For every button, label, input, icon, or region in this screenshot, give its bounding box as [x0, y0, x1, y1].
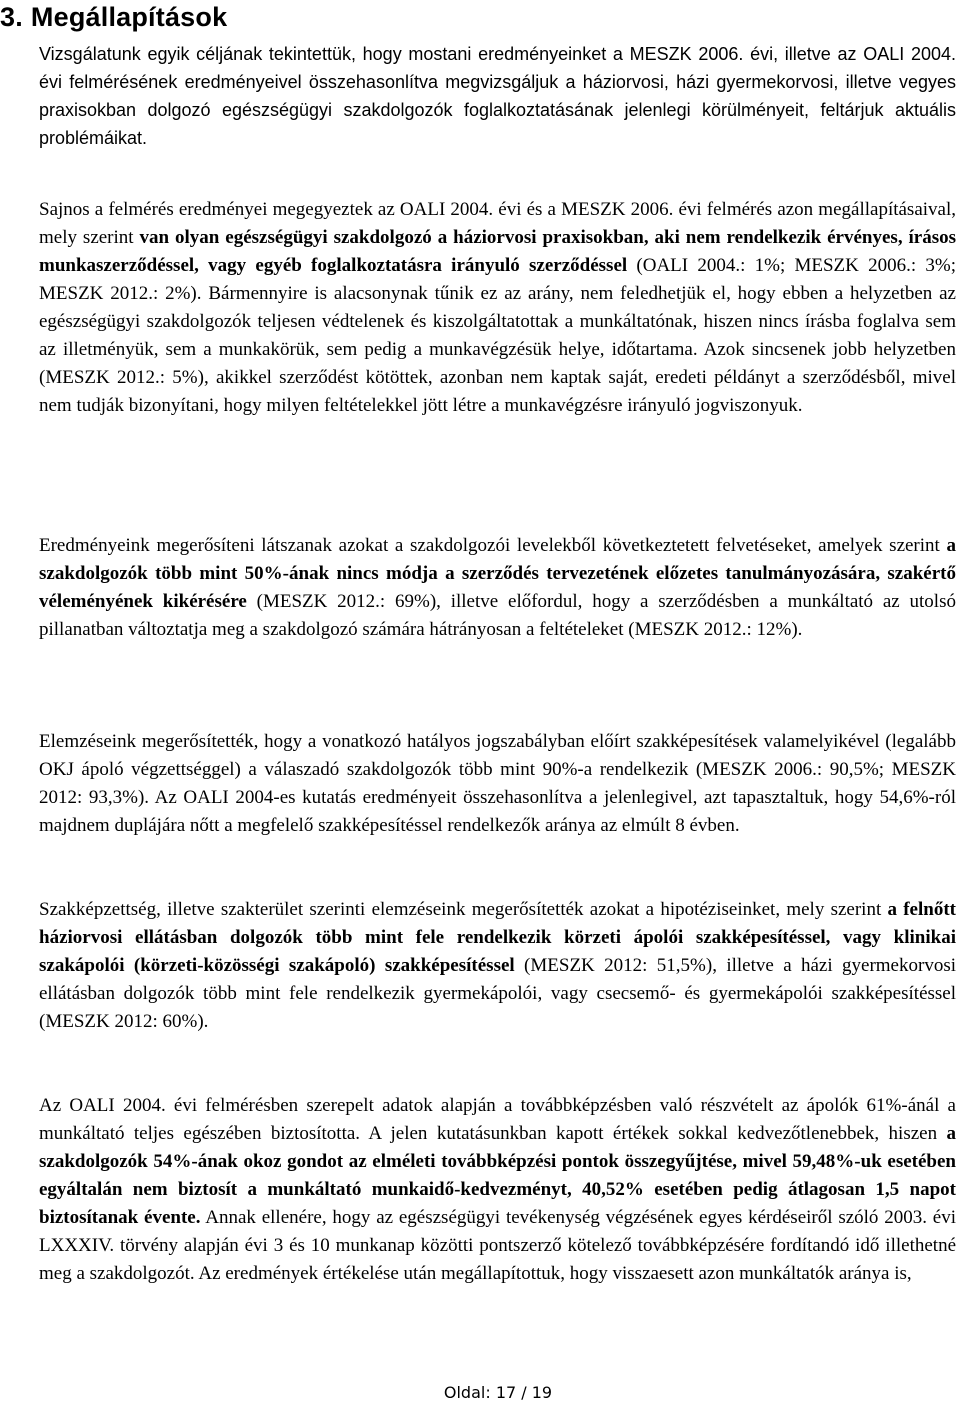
text-segment-bold: a szakdolgozók 54%-ának okoz gondot az elméleti továbbképzési pontok összegyűjtése, mivel 59,48%-uk esetében egyáltalán nem biztosít a munkáltató munkaidő-kedvezményt, 40,52% esetében pedig átlagosan 1,5 napot biztosítanak évente.: [39, 1123, 956, 1228]
text-segment: (OALI 2004.: 1%; MESZK 2006.: 3%; MESZK 2012.: 2%). Bármennyire is alacsonynak tűnik ez az arány, nem feledhetjük el, hogy ebben a helyzetben az egészségügyi szakdolgozók teljesen védtelenek és kiszolgáltatottak a munkáltatónak, hiszen nincs írásba foglalva sem az illetményük, sem a munkakörük, sem pedig a munkavégzésük helye, időtartama. Azok sincsenek jobb helyzetben (MESZK 2012.: 5%), akikkel szerződést kötöttek, azonban nem kaptak saját, eredeti példányt a szerződésből, mivel nem tudják bizonyítani, hogy milyen feltételekkel jött létre a munkavégzésre irányuló jogviszonyuk.: [39, 255, 956, 416]
paragraph-4: [39, 728, 956, 840]
text-segment-bold: a felnőtt háziorvosi ellátásban dolgozók több mint fele rendelkezik körzeti ápolói szakképesítéssel, vagy klinikai szakápolói (körzeti-közösségi szakápoló) szakképesítéssel: [39, 899, 956, 976]
text-segment: Vizsgálatunk egyik céljának tekintettük, hogy mostani eredményeinket a MESZK 2006. évi, illetve az OALI 2004. évi felmérésének eredményeivel összehasonlítva megvizsgáljuk a háziorvosi, házi gyermekorvosi, illetve vegyes praxisokban dolgozó egészségügyi szakdolgozók foglalkoztatásának jelenlegi körülményeit, feltárjuk aktuális problémáikat.: [39, 44, 956, 148]
paragraph-2: [39, 196, 956, 420]
paragraph-1: [39, 40, 956, 152]
section-number: 3.: [0, 2, 23, 32]
paragraph-3: [39, 532, 956, 644]
text-segment: Annak ellenére, hogy az egészségügyi tevékenység végzésének egyes kérdéseiről szóló 2003. évi LXXXIV. törvény alapján évi 3 és 10 munkanap közötti pontszerző kötelező továbbképzésére fordítandó idő illethetné meg a szakdolgozót. Az eredmények értékelése után megállapítottuk, hogy visszaesett azon munkáltatók aránya is,: [39, 1207, 957, 1284]
section-title: Megállapítások: [30, 2, 228, 32]
text-segment: Sajnos a felmérés eredményei megegyeztek az OALI 2004. évi és a MESZK 2006. évi felmérés azon megállapításaival, mely szerint: [39, 199, 956, 248]
footer-total-pages: 19: [531, 1383, 553, 1402]
paragraph-6: [39, 1092, 956, 1288]
page-number-footer: [0, 1383, 960, 1403]
text-segment: (MESZK 2012.: 69%), illetve előfordul, hogy a szerződésben a munkáltató az utolsó pillanatban változtatja meg a szakdolgozó számára hátrányosan a feltételeket (MESZK 2012.: 12%).: [39, 591, 956, 640]
text-segment-bold: van olyan egészségügyi szakdolgozó a háziorvosi praxisokban, aki nem rendelkezik érvényes, írásos munkaszerződéssel, vagy egyéb foglalkoztatásra irányuló szerződéssel: [39, 227, 956, 276]
footer-label: Oldal:: [443, 1383, 491, 1402]
text-segment: Elemzéseink megerősítették, hogy a vonatkozó hatályos jogszabályban előírt szakképesítések valamelyikével (legalább OKJ ápoló végzettséggel) a válaszadó szakdolgozók több mint 90%-a rendelkezik (MESZK 2006.: 90,5%; MESZK 2012: 93,3%). Az OALI 2004-es kutatás eredményeit összehasonlítva a jelenlegivel, azt tapasztaltuk, hogy 54,6%-ról majdnem duplájára nőtt a megfelelő szakképesítéssel rendelkezők aránya az elmúlt 8 évben.: [39, 731, 956, 836]
text-segment: Eredményeink megerősíteni látszanak azokat a szakdolgozói levelekből következtetett felvetéseket, amelyek szerint: [39, 535, 947, 556]
text-segment: (MESZK 2012: 51,5%), illetve a házi gyermekorvosi ellátásban dolgozók több mint fele rendelkezik gyermekápolói, vagy csecsemő- és gyermekápolói szakképesítéssel (MESZK 2012: 60%).: [39, 955, 956, 1032]
text-segment: Szakképzettség, illetve szakterület szerinti elemzéseink megerősítették azokat a hipotéziseinket, mely szerint: [39, 899, 888, 920]
section-heading: [0, 0, 227, 34]
paragraph-5: [39, 896, 956, 1036]
footer-separator: /: [521, 1383, 527, 1402]
text-segment: Az OALI 2004. évi felmérésben szerepelt adatok alapján a továbbképzésben való részvételt az ápolók 61%-ánál a munkáltató teljes egészében biztosította. A jelen kutatásunkban kapott értékek sokkal kedvezőtlenebbek, hiszen: [39, 1095, 956, 1144]
text-segment-bold: a szakdolgozók több mint 50%-ának nincs módja a szerződés tervezetének előzetes tanulmányozására, szakértő véleményének kikérésére: [39, 535, 956, 612]
footer-current-page: 17: [495, 1383, 517, 1402]
